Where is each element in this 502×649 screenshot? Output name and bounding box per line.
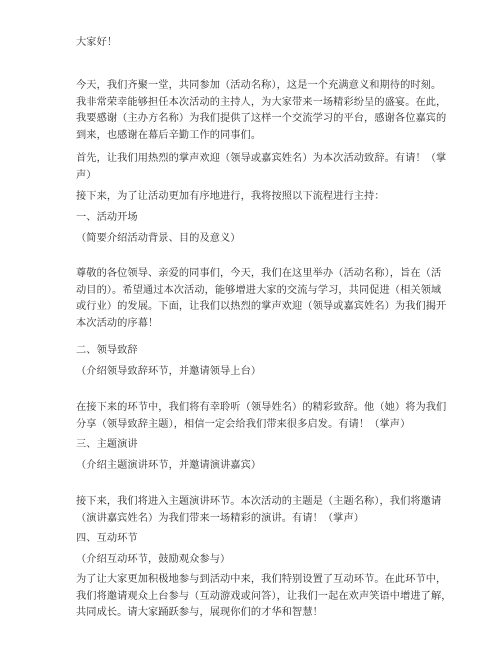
text-line: 为了让大家更加积极地参与到活动中来，我们特别设置了互动环节。在此环节中， <box>76 574 447 585</box>
text-line: 共同成长。请大家踊跃参与，展现你们的才华和智慧！ <box>76 607 323 618</box>
heading-line: 一、活动开场 <box>76 212 138 223</box>
note-line: （介绍主题演讲环节，并邀请演讲嘉宾） <box>76 460 262 471</box>
heading-line: 四、互动环节 <box>76 533 138 544</box>
section-3-heading <box>76 437 436 454</box>
welcome-paragraph <box>76 151 447 184</box>
text-line: 我们将邀请观众上台参与（互动游戏或问答），让我们一起在欢声笑语中增进了解， <box>76 590 452 602</box>
section-4-heading <box>76 531 436 548</box>
section-1-note <box>76 231 436 248</box>
intro-paragraph <box>76 78 447 144</box>
section-1-body <box>76 266 447 332</box>
text-line: 在接下来的环节中，我们将有幸聆听（领导姓名）的精彩致辞。他（她）将为我们 <box>76 402 447 413</box>
text-line: 本次活动的序幕！ <box>76 317 159 329</box>
text-line: 接下来，为了让活动更加有序地进行，我将按照以下流程进行主持： <box>76 191 385 202</box>
text-line: （演讲嘉宾姓名）为我们带来一场精彩的演讲。有请！（掌声） <box>76 512 365 524</box>
process-paragraph <box>76 189 436 206</box>
note-line: （介绍互动环节，鼓励观众参与） <box>76 554 231 565</box>
text-line: 或行业）的发展。下面，让我们以热烈的掌声欢迎（领导或嘉宾姓名）为我们揭开 <box>76 301 447 312</box>
text-line: 我非常荣幸能够担任本次活动的主持人，为大家带来一场精彩纷呈的盛宴。在此， <box>76 96 447 108</box>
text-line: 今天，我们齐聚一堂，共同参加（活动名称），这是一个充满意义和期待的时刻。 <box>76 80 442 91</box>
text-line: 接下来，我们将进入主题演讲环节。本次活动的主题是（主题名称），我们将邀请 <box>76 496 442 507</box>
section-2-note <box>76 364 436 381</box>
section-3-body <box>76 494 442 527</box>
text-line: 分享（领导致辞主题），相信一定会给我们带来很多启发。有请！（掌声） <box>76 418 411 430</box>
section-2-heading <box>76 343 436 360</box>
text-line: 动目的）。希望通过本次活动，能够增进大家的交流与学习，共同促进（相关领域 <box>76 284 442 296</box>
text-line: 尊敬的各位领导、亲爱的同事们，今天，我们在这里举办（活动名称），旨在（活 <box>76 268 442 279</box>
heading-line: 三、主题演讲 <box>76 439 138 450</box>
section-4-note <box>76 552 436 569</box>
section-1-heading <box>76 210 436 227</box>
heading-line: 二、领导致辞 <box>76 345 138 356</box>
text-line: 我要感谢（主办方名称）为我们提供了这样一个交流学习的平台，感谢各位嘉宾的 <box>76 113 447 124</box>
note-line: （简要介绍活动背景、目的及意义） <box>76 233 241 244</box>
note-line: （介绍领导致辞环节，并邀请领导上台） <box>76 366 262 377</box>
section-4-body <box>76 572 452 622</box>
section-2-body <box>76 400 447 433</box>
section-3-note <box>76 458 436 475</box>
greeting-line: 大家好！ <box>76 37 118 48</box>
greeting <box>76 35 436 52</box>
text-line: 声） <box>76 169 97 181</box>
text-line: 首先，让我们用热烈的掌声欢迎（领导或嘉宾姓名）为本次活动致辞。有请！（掌 <box>76 153 447 164</box>
text-line: 到来，也感谢在幕后辛勤工作的同事们。 <box>76 129 262 141</box>
